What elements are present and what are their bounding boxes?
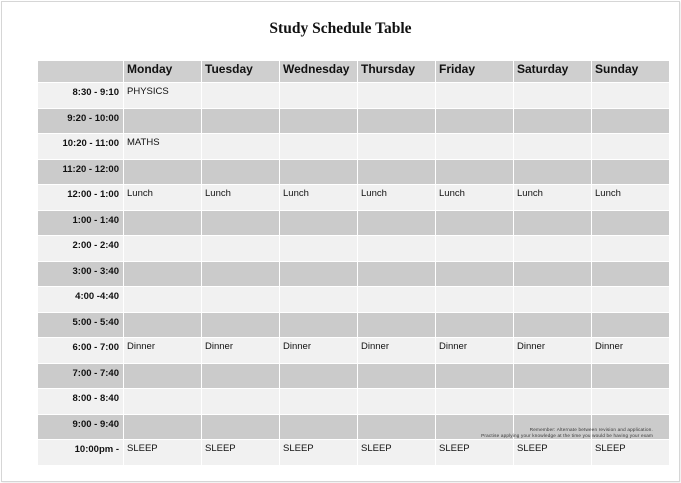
page-title: Study Schedule Table — [269, 20, 412, 37]
footnote-line: Practise applying your knowledge at the time you would be having your exam — [481, 433, 653, 438]
schedule-cell[interactable] — [358, 83, 436, 109]
schedule-cell[interactable] — [358, 261, 436, 287]
table-row — [38, 363, 670, 389]
schedule-cell[interactable] — [436, 312, 514, 338]
schedule-cell[interactable] — [124, 312, 202, 338]
table-row — [38, 83, 670, 109]
time-slot-label: 3:00 - 3:40 — [38, 261, 124, 287]
schedule-cell[interactable] — [280, 363, 358, 389]
schedule-cell[interactable] — [436, 159, 514, 185]
day-header: Friday — [436, 61, 514, 83]
schedule-cell[interactable] — [280, 159, 358, 185]
schedule-cell[interactable] — [358, 363, 436, 389]
schedule-cell[interactable]: Dinner — [436, 338, 514, 364]
schedule-cell[interactable] — [592, 83, 670, 109]
schedule-cell[interactable] — [514, 108, 592, 134]
schedule-cell[interactable] — [202, 261, 280, 287]
corner-cell — [38, 61, 124, 83]
document-page — [1, 1, 680, 482]
schedule-cell[interactable] — [124, 414, 202, 440]
schedule-cell[interactable] — [202, 287, 280, 313]
schedule-cell[interactable] — [202, 108, 280, 134]
schedule-cell[interactable] — [280, 236, 358, 262]
schedule-cell[interactable]: SLEEP — [202, 440, 280, 466]
schedule-cell[interactable] — [436, 108, 514, 134]
schedule-cell[interactable] — [436, 389, 514, 415]
schedule-cell[interactable] — [124, 108, 202, 134]
schedule-cell[interactable]: Dinner — [202, 338, 280, 364]
schedule-cell[interactable] — [358, 159, 436, 185]
schedule-cell[interactable] — [358, 236, 436, 262]
schedule-cell[interactable] — [592, 389, 670, 415]
time-slot-label: 9:20 - 10:00 — [38, 108, 124, 134]
schedule-cell[interactable] — [592, 134, 670, 160]
time-slot-label: 10:20 - 11:00 — [38, 134, 124, 160]
table-row — [38, 159, 670, 185]
schedule-cell[interactable] — [202, 389, 280, 415]
schedule-cell[interactable]: Lunch — [592, 185, 670, 211]
table-row — [38, 261, 670, 287]
schedule-cell[interactable]: SLEEP — [358, 440, 436, 466]
table-row — [38, 210, 670, 236]
schedule-cell[interactable] — [280, 83, 358, 109]
day-header: Monday — [124, 61, 202, 83]
time-slot-label: 10:00pm - — [38, 440, 124, 466]
schedule-cell[interactable] — [124, 210, 202, 236]
schedule-cell[interactable] — [592, 210, 670, 236]
schedule-cell[interactable] — [436, 83, 514, 109]
schedule-cell[interactable]: Dinner — [514, 338, 592, 364]
schedule-cell[interactable] — [514, 134, 592, 160]
schedule-cell[interactable] — [280, 287, 358, 313]
schedule-cell[interactable] — [514, 261, 592, 287]
time-slot-label: 12:00 - 1:00 — [38, 185, 124, 211]
footnote — [481, 427, 653, 439]
table-row — [38, 287, 670, 313]
schedule-cell[interactable] — [514, 389, 592, 415]
schedule-cell[interactable] — [124, 236, 202, 262]
schedule-cell[interactable] — [436, 261, 514, 287]
schedule-cell[interactable] — [358, 414, 436, 440]
schedule-cell[interactable] — [358, 210, 436, 236]
schedule-cell[interactable] — [592, 312, 670, 338]
schedule-cell[interactable]: Lunch — [202, 185, 280, 211]
time-slot-label: 9:00 - 9:40 — [38, 414, 124, 440]
schedule-cell[interactable] — [514, 363, 592, 389]
schedule-body — [38, 83, 670, 466]
schedule-cell[interactable] — [124, 389, 202, 415]
time-slot-label: 1:00 - 1:40 — [38, 210, 124, 236]
schedule-cell[interactable] — [124, 159, 202, 185]
schedule-cell[interactable] — [592, 363, 670, 389]
schedule-cell[interactable] — [202, 210, 280, 236]
day-header: Sunday — [592, 61, 670, 83]
schedule-cell[interactable] — [202, 414, 280, 440]
schedule-cell[interactable] — [514, 210, 592, 236]
schedule-cell[interactable] — [592, 159, 670, 185]
schedule-cell[interactable]: Lunch — [436, 185, 514, 211]
schedule-cell[interactable] — [280, 414, 358, 440]
schedule-cell[interactable]: Lunch — [124, 185, 202, 211]
schedule-cell[interactable] — [436, 363, 514, 389]
table-row — [38, 108, 670, 134]
schedule-cell[interactable]: SLEEP — [436, 440, 514, 466]
time-slot-label: 2:00 - 2:40 — [38, 236, 124, 262]
time-slot-label: 5:00 - 5:40 — [38, 312, 124, 338]
schedule-cell[interactable] — [592, 287, 670, 313]
schedule-cell[interactable]: Lunch — [280, 185, 358, 211]
schedule-cell[interactable]: MATHS — [124, 134, 202, 160]
schedule-cell[interactable] — [124, 287, 202, 313]
schedule-cell[interactable] — [280, 210, 358, 236]
schedule-cell[interactable] — [202, 134, 280, 160]
schedule-cell[interactable] — [280, 312, 358, 338]
schedule-cell[interactable]: SLEEP — [514, 440, 592, 466]
schedule-cell[interactable] — [124, 363, 202, 389]
schedule-cell[interactable] — [592, 108, 670, 134]
schedule-cell[interactable] — [202, 363, 280, 389]
schedule-cell[interactable] — [358, 287, 436, 313]
table-row — [38, 185, 670, 211]
table-row — [38, 338, 670, 364]
schedule-cell[interactable] — [358, 134, 436, 160]
table-row — [38, 440, 670, 466]
schedule-table — [37, 60, 670, 466]
schedule-cell[interactable]: Lunch — [514, 185, 592, 211]
schedule-cell[interactable] — [124, 261, 202, 287]
schedule-cell[interactable] — [514, 287, 592, 313]
day-header: Tuesday — [202, 61, 280, 83]
day-header: Wednesday — [280, 61, 358, 83]
schedule-cell[interactable]: SLEEP — [124, 440, 202, 466]
schedule-cell[interactable] — [514, 159, 592, 185]
schedule-cell[interactable] — [436, 134, 514, 160]
schedule-cell[interactable] — [280, 108, 358, 134]
schedule-cell[interactable] — [358, 312, 436, 338]
schedule-cell[interactable]: Dinner — [592, 338, 670, 364]
schedule-cell[interactable] — [436, 236, 514, 262]
schedule-cell[interactable] — [202, 83, 280, 109]
footnote-line: Remember: Alternate between revision and application. — [529, 427, 653, 432]
day-header: Thursday — [358, 61, 436, 83]
schedule-cell[interactable] — [514, 236, 592, 262]
schedule-cell[interactable]: Dinner — [124, 338, 202, 364]
time-slot-label: 8:00 - 8:40 — [38, 389, 124, 415]
time-slot-label: 8:30 - 9:10 — [38, 83, 124, 109]
schedule-cell[interactable] — [202, 159, 280, 185]
schedule-cell[interactable]: Dinner — [358, 338, 436, 364]
schedule-cell[interactable] — [280, 389, 358, 415]
time-slot-label: 11:20 - 12:00 — [38, 159, 124, 185]
time-slot-label: 4:00 -4:40 — [38, 287, 124, 313]
day-header: Saturday — [514, 61, 592, 83]
schedule-cell[interactable] — [592, 236, 670, 262]
schedule-cell[interactable]: PHYSICS — [124, 83, 202, 109]
table-row — [38, 134, 670, 160]
schedule-cell[interactable] — [436, 210, 514, 236]
schedule-cell[interactable] — [514, 83, 592, 109]
schedule-cell[interactable] — [280, 134, 358, 160]
schedule-cell[interactable] — [358, 389, 436, 415]
schedule-cell[interactable] — [436, 287, 514, 313]
time-slot-label: 6:00 - 7:00 — [38, 338, 124, 364]
schedule-cell[interactable] — [202, 236, 280, 262]
schedule-cell[interactable]: SLEEP — [592, 440, 670, 466]
time-slot-label: 7:00 - 7:40 — [38, 363, 124, 389]
schedule-cell[interactable] — [592, 261, 670, 287]
schedule-cell[interactable] — [202, 312, 280, 338]
schedule-cell[interactable]: Lunch — [358, 185, 436, 211]
table-row — [38, 389, 670, 415]
table-row — [38, 236, 670, 262]
table-header-row — [38, 61, 670, 83]
table-row — [38, 312, 670, 338]
schedule-cell[interactable] — [280, 261, 358, 287]
schedule-cell[interactable] — [514, 312, 592, 338]
schedule-cell[interactable]: SLEEP — [280, 440, 358, 466]
schedule-cell[interactable]: Dinner — [280, 338, 358, 364]
schedule-cell[interactable] — [358, 108, 436, 134]
